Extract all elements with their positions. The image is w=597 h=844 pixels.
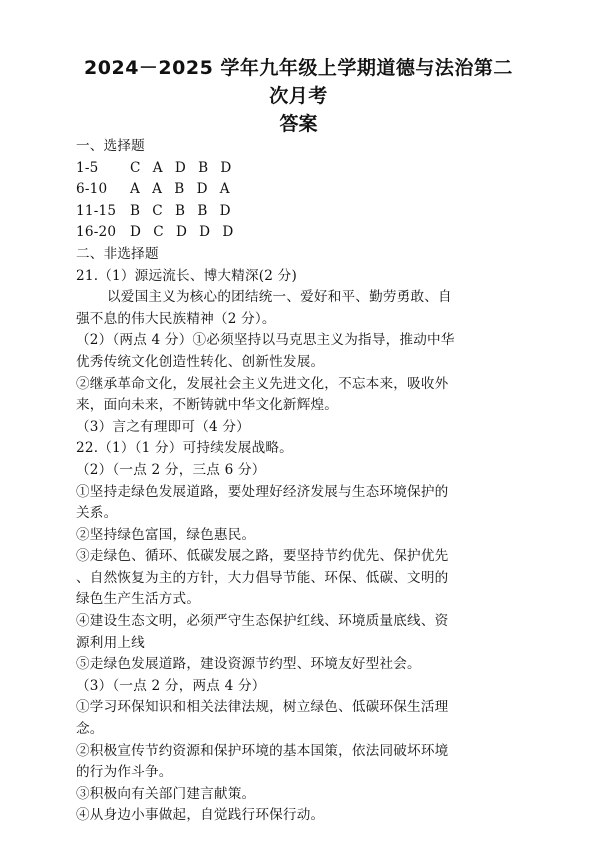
answer-line: 21.（1）源远流长、博大精深(2 分) <box>76 267 297 284</box>
mc-answers: C A D B D <box>130 159 236 176</box>
mc-answer-row <box>76 201 536 223</box>
answer-line: 22.（1）（1 分）可持续发展战略。 <box>76 440 293 457</box>
mc-answers: D C D D D <box>130 224 238 241</box>
answer-line: 关系。 <box>76 505 118 522</box>
mc-range: 6-10 <box>76 181 108 198</box>
mc-answer-row <box>76 158 536 180</box>
mc-answers: A A B D A <box>130 181 234 198</box>
mc-answer-row <box>76 222 536 244</box>
document-title-line-1: 2024－2025 学年九年级上学期道德与法治第二 <box>84 57 513 79</box>
answer-body <box>76 136 536 827</box>
mc-range: 16-20 <box>76 224 117 241</box>
answer-line: ②积极宣传节约资源和保护环境的基本国策，依法同破坏环境 <box>76 742 449 759</box>
answer-line: 以爱国主义为核心的团结统一、爱好和平、勤劳勇敢、自 <box>107 289 452 306</box>
answer-line: （3）言之有理即可（4 分） <box>76 418 250 435</box>
answer-line: 优秀传统文化创造性转化、创新性发展。 <box>76 353 325 370</box>
answer-line: ④从身边小事做起，自觉践行环保行动。 <box>76 807 325 824</box>
mc-answer-row <box>76 179 536 201</box>
mc-range: 1-5 <box>76 159 99 176</box>
answer-line: 念。 <box>76 721 104 738</box>
section-heading-open-questions: 二、非选择题 <box>76 245 159 262</box>
document-subtitle: 答案 <box>279 113 318 135</box>
answer-line: （3）（一点 2 分，两点 4 分） <box>76 677 266 694</box>
answer-line: 绿色生产生活方式。 <box>76 591 201 608</box>
section-heading-multiple-choice: 一、选择题 <box>76 138 145 154</box>
answer-line: ①学习环保知识和相关法律法规，树立绿色、低碳环保生活理 <box>76 699 449 716</box>
answer-line: ②继承革命文化，发展社会主义先进文化，不忘本来，吸收外 <box>76 375 449 392</box>
mc-answers: B C B B D <box>130 202 235 219</box>
answer-line: 的行为作斗争。 <box>76 764 173 781</box>
answer-line: （2）（一点 2 分，三点 6 分） <box>76 461 266 478</box>
mc-range: 11-15 <box>76 202 117 219</box>
answer-line: 来，面向未来，不断铸就中华文化新辉煌。 <box>76 397 339 414</box>
answer-line: ③走绿色、循环、低碳发展之路，要坚持节约优先、保护优先 <box>76 548 449 565</box>
answer-line: 源利用上线 <box>76 634 145 651</box>
answer-line: 强不息的伟大民族精神（2 分）。 <box>76 310 276 327</box>
answer-line: ②坚持绿色富国，绿色惠民。 <box>76 526 256 543</box>
answer-line: ⑤走绿色发展道路，建设资源节约型、环境友好型社会。 <box>76 656 421 673</box>
answer-line: 、自然恢复为主的方针，大力倡导节能、环保、低碳、文明的 <box>76 569 449 586</box>
answer-line: ①坚持走绿色发展道路，要处理好经济发展与生态环境保护的 <box>76 483 449 500</box>
answer-line: ③积极向有关部门建言献策。 <box>76 785 256 802</box>
answer-line: （2）（两点 4 分）①必须坚持以马克思主义为指导，推动中华 <box>76 332 455 349</box>
document-title-line-2: 次月考 <box>269 85 328 107</box>
answer-line: ④建设生态文明，必须严守生态保护红线、环境质量底线、资 <box>76 613 449 630</box>
